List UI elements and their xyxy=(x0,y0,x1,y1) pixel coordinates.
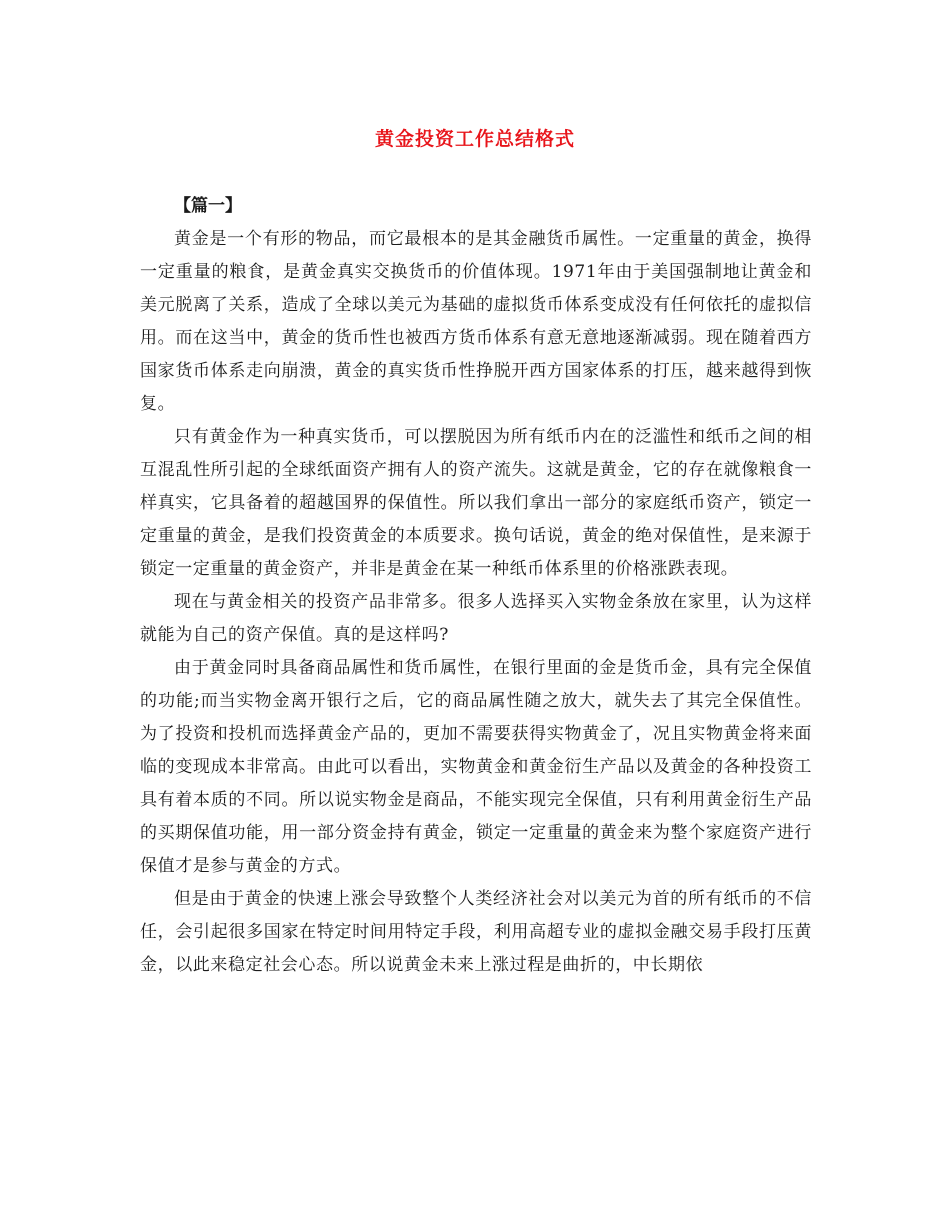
paragraph-1: 黄金是一个有形的物品，而它最根本的是其金融货币属性。一定重量的黄金，换得一定重量的粮食，是黄金真实交换货币的价值体现。1971年由于美国强制地让黄金和美元脱离了关系，造成了全球以美元为基础的虚拟货币体系变成没有任何依托的虚拟信用。而在这当中，黄金的货币性也被西方货币体系有意无意地逐渐减弱。现在随着西方国家货币体系走向崩溃，黄金的真实货币性挣脱开西方国家体系的打压，越来越得到恢复。 xyxy=(140,229,812,414)
paragraph-5: 但是由于黄金的快速上涨会导致整个人类经济社会对以美元为首的所有纸币的不信任，会引起很多国家在特定时间用特定手段，利用高超专业的虚拟金融交易手段打压黄金，以此来稳定社会心态。所以说黄金未来上涨过程是曲折的，中长期依 xyxy=(140,889,812,975)
paragraph-4: 由于黄金同时具备商品属性和货币属性，在银行里面的金是货币金，具有完全保值的功能;而当实物金离开银行之后，它的商品属性随之放大，就失去了其完全保值性。为了投资和投机而选择黄金产品的，更加不需要获得实物黄金了，况且实物黄金将来面临的变现成本非常高。由此可以看出，实物黄金和黄金衍生产品以及黄金的各种投资工具有着本质的不同。所以说实物金是商品，不能实现完全保值，只有利用黄金衍生产品的买期保值功能，用一部分资金持有黄金，锁定一定重量的黄金来为整个家庭资产进行保值才是参与黄金的方式。 xyxy=(140,658,812,876)
paragraph-3: 现在与黄金相关的投资产品非常多。很多人选择买入实物金条放在家里，认为这样就能为自己的资产保值。真的是这样吗? xyxy=(140,592,812,645)
section-label: 【篇一】 xyxy=(174,196,242,216)
document-title: 黄金投资工作总结格式 xyxy=(374,128,575,150)
paragraph-2: 只有黄金作为一种真实货币，可以摆脱因为所有纸币内在的泛滥性和纸币之间的相互混乱性所引起的全球纸面资产拥有人的资产流失。这就是黄金，它的存在就像粮食一样真实，它具备着的超越国界的保值性。所以我们拿出一部分的家庭纸币资产，锁定一定重量的黄金，是我们投资黄金的本质要求。换句话说，黄金的绝对保值性，是来源于锁定一定重量的黄金资产，并非是黄金在某一种纸币体系里的价格涨跌表现。 xyxy=(140,427,812,579)
document-body xyxy=(140,190,812,982)
